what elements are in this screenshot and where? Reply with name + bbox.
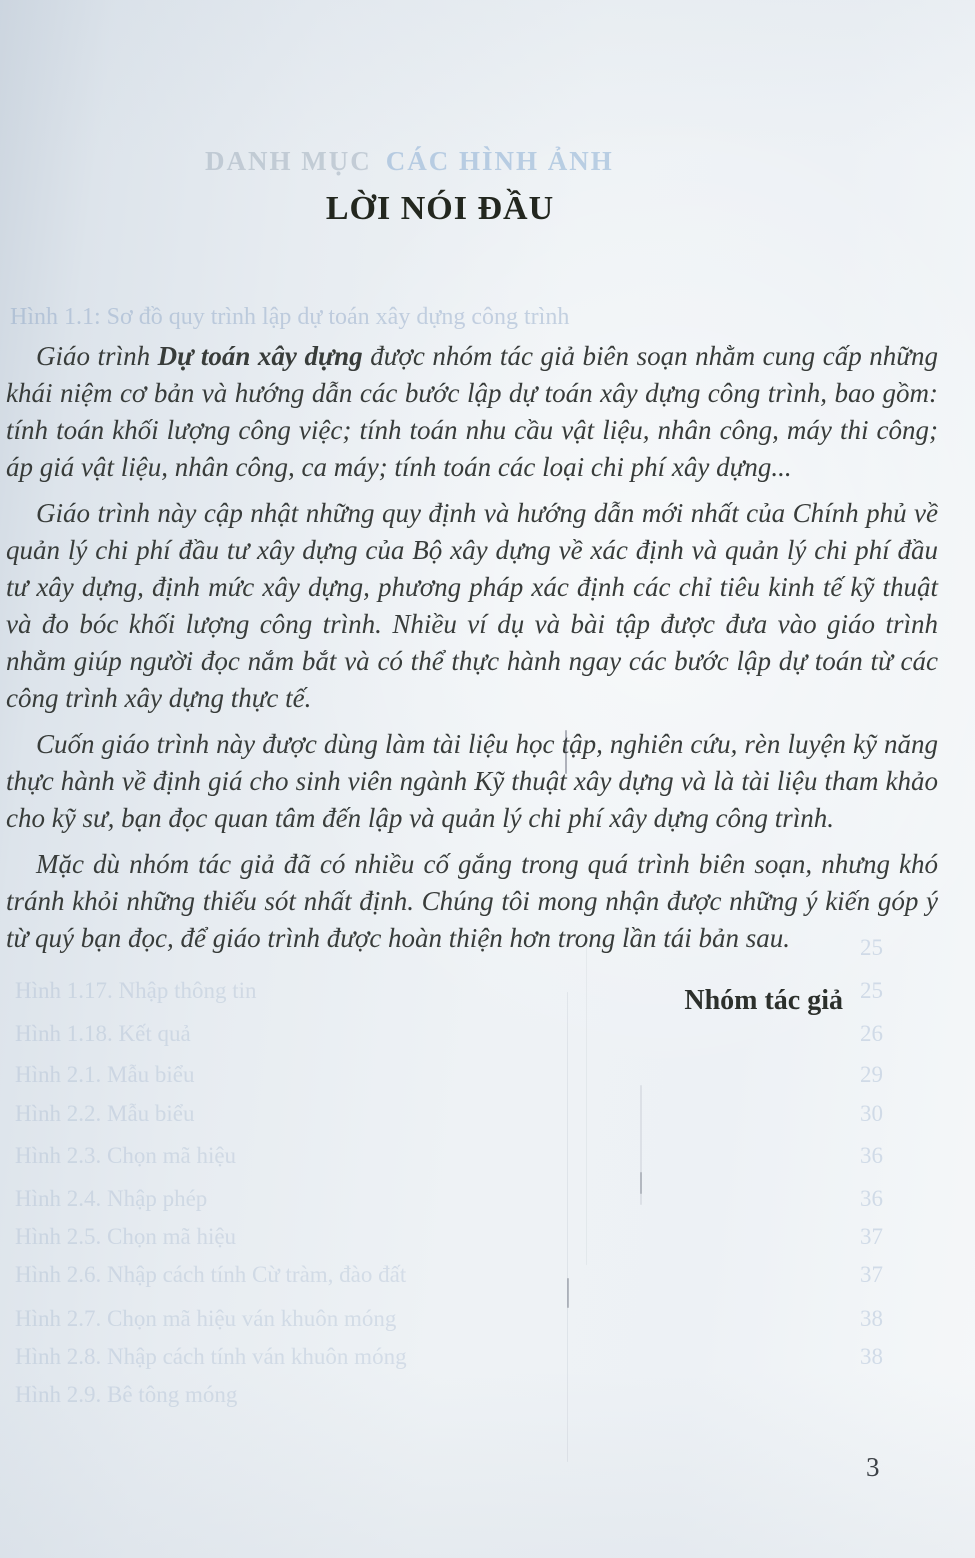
scan-streak bbox=[567, 992, 568, 1462]
paragraph-1 bbox=[6, 338, 938, 486]
bleedthrough-title-left: DANH MỤC bbox=[205, 146, 372, 176]
bleedthrough-figure-caption: Hình 1.1: Sơ đồ quy trình lập dự toán xây dựng công trình bbox=[10, 304, 570, 330]
paragraph-3: Cuốn giáo trình này được dùng làm tài liệu học tập, nghiên cứu, rèn luyện kỹ năng thực hành về định giá cho sinh viên ngành Kỹ thuật xây dựng và là tài liệu tham khảo cho kỹ sư, bạn đọc quan tâm đến lập và quản lý chi phí xây dựng công trình. bbox=[6, 729, 938, 833]
bleedthrough-page-ref: 25 bbox=[860, 935, 883, 960]
scan-streak bbox=[640, 1172, 642, 1194]
paragraph-1-rest: được nhóm tác giả biên soạn nhằm cung cấp những khái niệm cơ bản và hướng dẫn các bước lập dự toán xây dựng công trình, bao gồm: tính toán khối lượng công việc; tính toán nhu cầu vật liệu, nhân công, máy thi công; áp giá vật liệu, nhân công, ca máy; tính toán các loại chi phí xây dựng... bbox=[6, 341, 938, 482]
bleedthrough-toc-row: Hình 2.9. Bê tông móng bbox=[15, 1382, 238, 1407]
bleedthrough-page-ref: 26 bbox=[860, 1021, 883, 1046]
bleedthrough-toc-row: Hình 2.4. Nhập phép 36 bbox=[15, 1186, 883, 1211]
bleedthrough-toc-row: Hình 2.3. Chọn mã hiệu 36 bbox=[15, 1143, 883, 1168]
bleedthrough-page-ref: 25 bbox=[860, 978, 883, 1003]
bleedthrough-page-ref: 29 bbox=[860, 1062, 883, 1087]
scan-streak bbox=[567, 1278, 569, 1308]
paragraph-2: Giáo trình này cập nhật những quy định và hướng dẫn mới nhất của Chính phủ về quản lý chi phí đầu tư xây dựng của Bộ xây dựng về xác định và quản lý chi phí đầu tư xây dựng, định mức xây dựng, phương pháp xác định các chỉ tiêu kinh tế kỹ thuật và đo bóc khối lượng công trình. Nhiều ví dụ và bài tập được đưa vào giáo trình nhằm giúp người đọc nắm bắt và có thể thực hành ngay các bước lập dự toán từ các công trình xây dựng thực tế. bbox=[6, 498, 938, 713]
paragraph-4: Mặc dù nhóm tác giả đã có nhiều cố gắng trong quá trình biên soạn, nhưng khó tránh khỏi những thiếu sót nhất định. Chúng tôi mong nhận được những ý kiến góp ý từ quý bạn đọc, để giáo trình được hoàn thiện hơn trong lần tái bản sau. bbox=[6, 849, 938, 953]
bleedthrough-toc-row: Hình 2.6. Nhập cách tính Cừ tràm, đào đất 37 bbox=[15, 1262, 883, 1287]
bleedthrough-page-ref: 36 bbox=[860, 1143, 883, 1168]
bleedthrough-page-ref: 36 bbox=[860, 1186, 883, 1211]
bleedthrough-toc-row: Hình 1.17. Nhập thông tin 25 bbox=[15, 978, 883, 1003]
bleedthrough-toc-row: Hình 2.5. Chọn mã hiệu 37 bbox=[15, 1224, 883, 1249]
book-title-bold: Dự toán xây dựng bbox=[157, 341, 363, 371]
bleedthrough-toc-row: Hình 2.8. Nhập cách tính ván khuôn móng 38 bbox=[15, 1344, 883, 1369]
bleedthrough-toc-row: Hình 2.7. Chọn mã hiệu ván khuôn móng 38 bbox=[15, 1306, 883, 1331]
bleedthrough-page-ref: 37 bbox=[860, 1262, 883, 1287]
bleedthrough-toc-row: Hình 1.18. Kết quả 26 bbox=[15, 1021, 883, 1046]
scan-streak bbox=[565, 730, 567, 774]
bleedthrough-page-ref: 37 bbox=[860, 1224, 883, 1249]
bleedthrough-title-right: CÁC HÌNH ẢNH bbox=[385, 146, 614, 176]
bleedthrough-page-ref: 38 bbox=[860, 1306, 883, 1331]
paragraph-1-lead: Giáo trình bbox=[36, 341, 158, 371]
bleedthrough-page-ref: 30 bbox=[860, 1101, 883, 1126]
scan-streak bbox=[586, 935, 587, 1265]
bleedthrough-toc-row: Hình 2.2. Mẫu biểu 30 bbox=[15, 1101, 883, 1126]
page-title: LỜI NÓI ĐẦU bbox=[325, 190, 555, 227]
bleedthrough-section-title bbox=[205, 146, 625, 177]
author-signature: Nhóm tác giả bbox=[684, 985, 843, 1016]
bleedthrough-page-ref: 38 bbox=[860, 1344, 883, 1369]
page-number: 3 bbox=[866, 1452, 880, 1482]
bleedthrough-toc-row: Hình 2.1. Mẫu biểu 29 bbox=[15, 1062, 883, 1087]
preface-body bbox=[6, 338, 938, 966]
